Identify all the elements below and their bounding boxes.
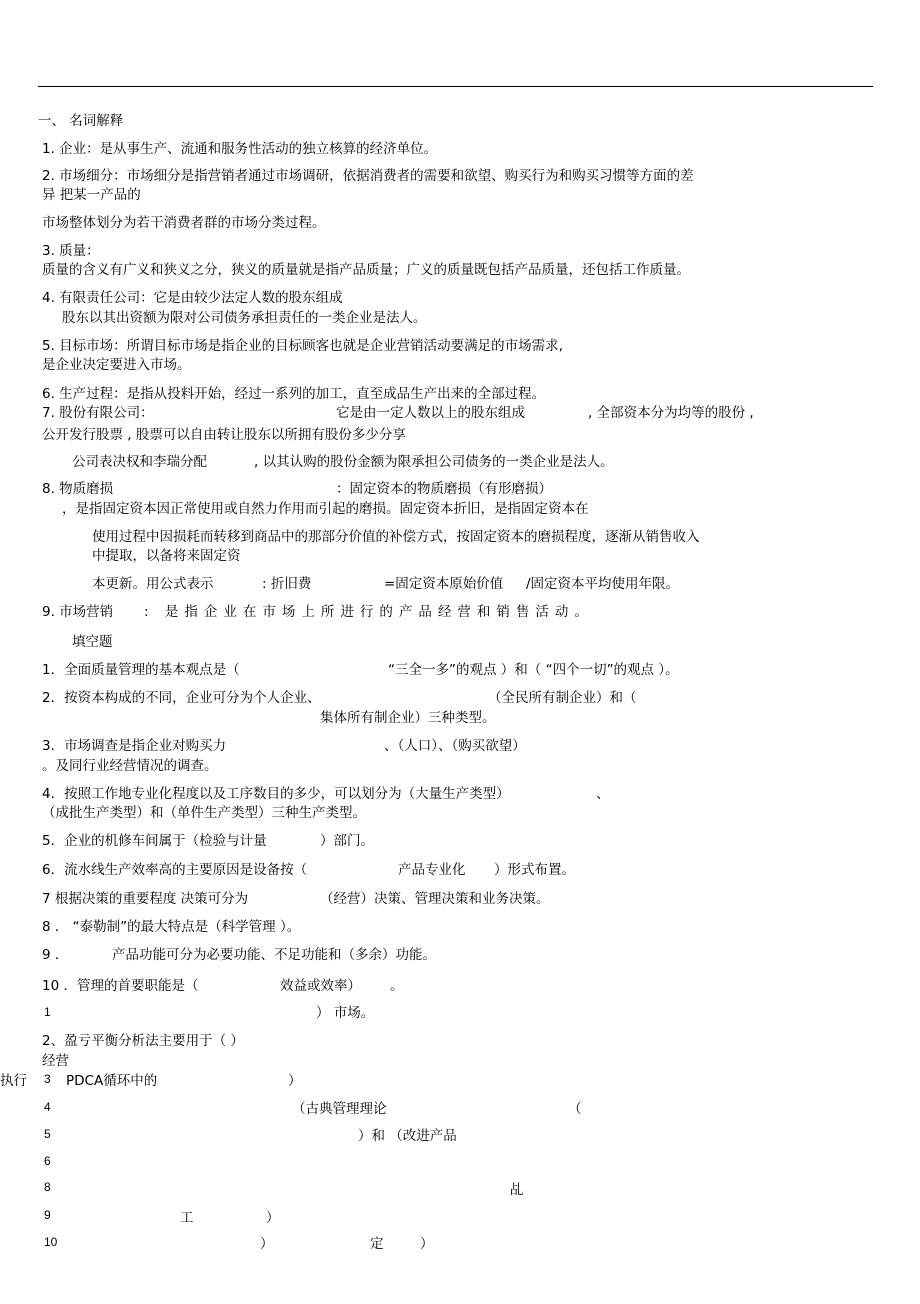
blank-4: 4．按照工作地专业化程度以及工序数目的多少，可以划分为（大量生产类型） [42, 786, 510, 802]
fragment-number: 3 [44, 1072, 51, 1086]
fragment-number: 8 [44, 1180, 51, 1194]
fragment-text: （古典管理理论 [292, 1101, 387, 1117]
fragment-number: 5 [44, 1127, 51, 1141]
blank-3: 3．市场调查是指企业对购买力 [42, 738, 227, 754]
fragment-text: （ [568, 1101, 582, 1117]
definition-2-cont: 异 把某一产品的 [42, 187, 141, 203]
blank-10-answer: 效益或效率） [280, 978, 361, 994]
definition-7-part2: 它是由一定人数以上的股东组成 [336, 405, 525, 421]
definition-1: 1. 企业：是从事生产、流通和服务性活动的独立核算的经济单位。 [42, 141, 438, 157]
blank-5-cont: ）部门。 [320, 833, 374, 849]
fragment-text: ）和 （改进产品 [358, 1128, 457, 1144]
definition-7-cont3: , 以其认购的股份金额为限承担公司债务的一类企业是法人。 [254, 454, 614, 470]
blank-2-cont: 集体所有制企业）三种类型。 [320, 710, 496, 726]
fragment-text: ） [288, 1073, 302, 1089]
fragment-text: 乩 [510, 1182, 524, 1198]
blank-6-cont: ）形式布置。 [494, 862, 575, 878]
definition-8-part2: ：固定资本的物质磨损（有形磨损） [336, 481, 552, 497]
blank-8: 8 ． “泰勒制”的最大特点是（科学管理 ）。 [42, 919, 301, 935]
blank-2-answer: （全民所有制企业）和（ [488, 690, 637, 706]
blank-9: 9 ． [42, 947, 69, 963]
blank-5: 5．企业的机修车间属于（检验与计量 [42, 833, 267, 849]
fragment-text: 2、盈亏平衡分析法主要用于（ ） [42, 1033, 244, 1049]
definition-3-cont: 质量的含义有广义和狭义之分，狭义的质量就是指产品质量；广义的质量既包括产品质量，还包括工作质量。 [42, 262, 690, 278]
fragment-number: 6 [44, 1154, 51, 1168]
fragment-number: 1 [44, 1005, 51, 1019]
blank-3-answer: 、（人口）、（购买欲望） [384, 738, 526, 754]
fragment-text: 经营 [42, 1053, 69, 1069]
blank-2: 2．按资本构成的不同，企业可分为个人企业、 [42, 690, 321, 706]
definition-8-cont3: 中提取，以备将来固定资 [92, 548, 241, 564]
blank-4-cont: （成批生产类型）和（单件生产类型）三种生产类型。 [42, 805, 366, 821]
fragment-text: PDCA循环中的 [66, 1073, 158, 1089]
fragment-number: 4 [44, 1100, 51, 1114]
definition-8-formula: 本更新。用公式表示 [92, 576, 214, 592]
blank-1-answer: “三全一多”的观点 ）和（ “四个一切”的观点 ）。 [388, 662, 679, 678]
blank-3-cont: 。及同行业经营情况的调查。 [42, 758, 218, 774]
definition-8-formula-4: /固定资本平均使用年限。 [526, 576, 680, 592]
definition-8-cont2: 使用过程中因损耗而转移到商品中的那部分价值的补偿方式，按固定资本的磨损程度，逐渐从销售收入 [92, 529, 700, 545]
fragment-number: 10 [44, 1235, 58, 1249]
fragment-text: ） [266, 1210, 280, 1226]
section2-heading: 填空题 [72, 634, 113, 650]
fragment-text: ） 市场。 [316, 1005, 375, 1021]
definition-6: 6. 生产过程：是指从投料开始，经过一系列的加工，直至成品生产出来的全部过程。 [42, 386, 546, 402]
definition-8: 8. 物质磨损 [42, 481, 114, 497]
header-rule [38, 86, 873, 87]
definition-9-part2: : 是指企业在市场上所进行的产品经营和销售活动。 [144, 604, 594, 620]
definition-8-formula-2: : 折旧费 [262, 576, 312, 592]
definition-7: 7. 股份有限公司： [42, 405, 154, 421]
fragment-text: 执行 [0, 1073, 27, 1089]
fragment-number: 9 [44, 1208, 51, 1222]
blank-6: 6．流水线生产效率高的主要原因是设备按（ [42, 862, 308, 878]
definition-5: 5. 目标市场：所谓目标市场是指企业的目标顾客也就是企业营销活动要满足的市场需求, [42, 338, 563, 354]
section1-heading: 一、 名词解释 [38, 113, 124, 129]
blank-10: 10 ．管理的首要职能是（ [42, 978, 199, 994]
blank-1: 1．全面质量管理的基本观点是（ [42, 662, 240, 678]
fragment-text: 定 [370, 1236, 384, 1252]
definition-2-cont2: 市场整体划分为若干消费者群的市场分类过程。 [42, 215, 326, 231]
fragment-text: ） [420, 1236, 434, 1252]
definition-8-cont: ，是指固定资本因正常使用或自然力作用而引起的磨损。固定资本折旧，是指固定资本在 [62, 501, 589, 517]
definition-9: 9. 市场营销 [42, 604, 114, 620]
blank-7-answer: （经营）决策、管理决策和业务决策。 [320, 891, 550, 907]
blank-7: 7 根据决策的重要程度 决策可分为 [42, 891, 249, 907]
definition-4-cont: 股东以其出资额为限对公司债务承担责任的一类企业是法人。 [62, 310, 427, 326]
blank-10-end: 。 [390, 978, 404, 994]
definition-3: 3. 质量： [42, 243, 100, 259]
definition-7-cont2: 公司表决权和李瑞分配 [72, 454, 207, 470]
blank-4-sep: 、 [596, 786, 610, 802]
definition-7-part3: , 全部资本分为均等的股份 , [588, 405, 754, 421]
blank-6-answer: 产品专业化 [398, 862, 466, 878]
blank-9-text: 产品功能可分为必要功能、不足功能和（多余）功能。 [112, 947, 436, 963]
definition-2: 2. 市场细分：市场细分是指营销者通过市场调研，依据消费者的需要和欲望、购买行为和购买习惯等方面的差 [42, 168, 694, 184]
fragment-text: ） [260, 1236, 274, 1252]
definition-8-formula-3: =固定资本原始价值 [384, 576, 504, 592]
definition-5-cont: 是企业决定要进入市场。 [42, 357, 191, 373]
definition-4: 4. 有限责任公司：它是由较少法定人数的股东组成 [42, 290, 343, 306]
definition-7-cont: 公开发行股票 , 股票可以自由转让股东以所拥有股份多少分享 [42, 427, 406, 443]
fragment-text: 工 [180, 1210, 194, 1226]
